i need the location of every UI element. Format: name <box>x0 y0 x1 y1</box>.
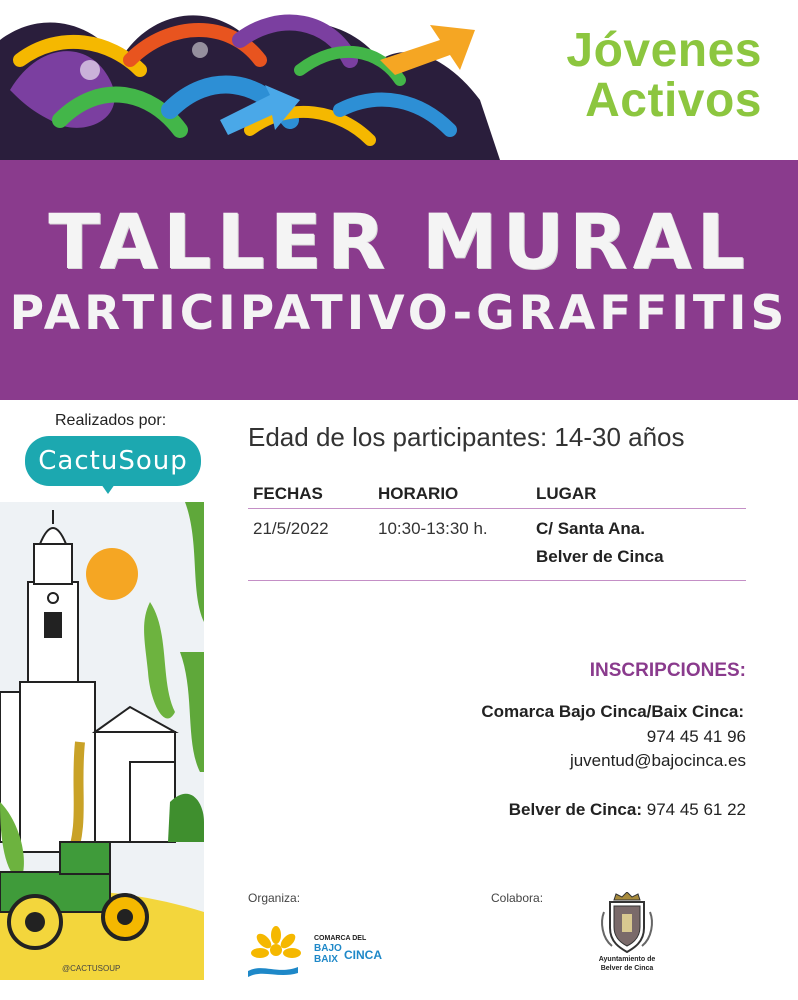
event-place-street: C/ Santa Ana. <box>536 519 645 538</box>
table-header-dates: FECHAS <box>253 484 323 503</box>
registration-heading: INSCRIPCIONES: <box>589 660 746 681</box>
belver-phone: 974 45 61 22 <box>646 800 746 819</box>
comarca-phone: 974 45 41 96 <box>646 727 746 746</box>
mural-illustration <box>0 502 204 980</box>
made-by-label: Realizados por: <box>55 412 167 429</box>
ayuntamiento-text <box>572 955 682 973</box>
comarca-logo-baix: BAIX <box>314 954 338 965</box>
graffiti-artwork <box>0 0 500 160</box>
event-place-town: Belver de Cinca <box>536 547 664 566</box>
age-range-text: Edad de los participantes: 14-30 años <box>248 422 685 452</box>
table-bottom-divider <box>248 580 746 581</box>
comarca-logo-bajo: BAJO <box>314 943 342 954</box>
comarca-email[interactable]: juventud@bajocinca.es <box>569 751 746 770</box>
colabora-label: Colabora: <box>491 891 544 905</box>
program-title-line1: Jóvenes <box>566 24 762 77</box>
comarca-logo-line1: COMARCA DEL <box>314 935 367 942</box>
program-title-line2: Activos <box>585 74 762 127</box>
banner-title-main: TALLER MURAL <box>48 197 750 286</box>
cactusoup-logo <box>25 436 201 486</box>
banner-title-sub: PARTICIPATIVO-GRAFFITIS <box>9 286 789 341</box>
organiza-label: Organiza: <box>248 891 301 905</box>
comarca-contact-label: Comarca Bajo Cinca/Baix Cinca: <box>481 702 744 721</box>
table-header-time: HORARIO <box>378 484 459 503</box>
ayuntamiento-text-line1: Ayuntamiento de <box>598 956 656 963</box>
cactusoup-logo-tail <box>101 484 115 494</box>
program-title <box>566 26 762 126</box>
ayuntamiento-text-line2: Belver de Cinca <box>600 965 654 972</box>
comarca-bajo-cinca-logo <box>248 925 398 977</box>
table-header-divider <box>248 508 746 509</box>
belver-contact <box>509 800 746 820</box>
table-header-place: LUGAR <box>536 484 597 503</box>
cactusoup-logo-text: CactuSoup <box>38 446 188 476</box>
event-date: 21/5/2022 <box>253 519 329 538</box>
mural-signature: @CACTUSOUP <box>62 964 121 973</box>
comarca-logo-cinca: CINCA <box>344 948 382 962</box>
event-time: 10:30-13:30 h. <box>378 519 488 538</box>
belver-contact-label: Belver de Cinca: <box>508 800 642 819</box>
